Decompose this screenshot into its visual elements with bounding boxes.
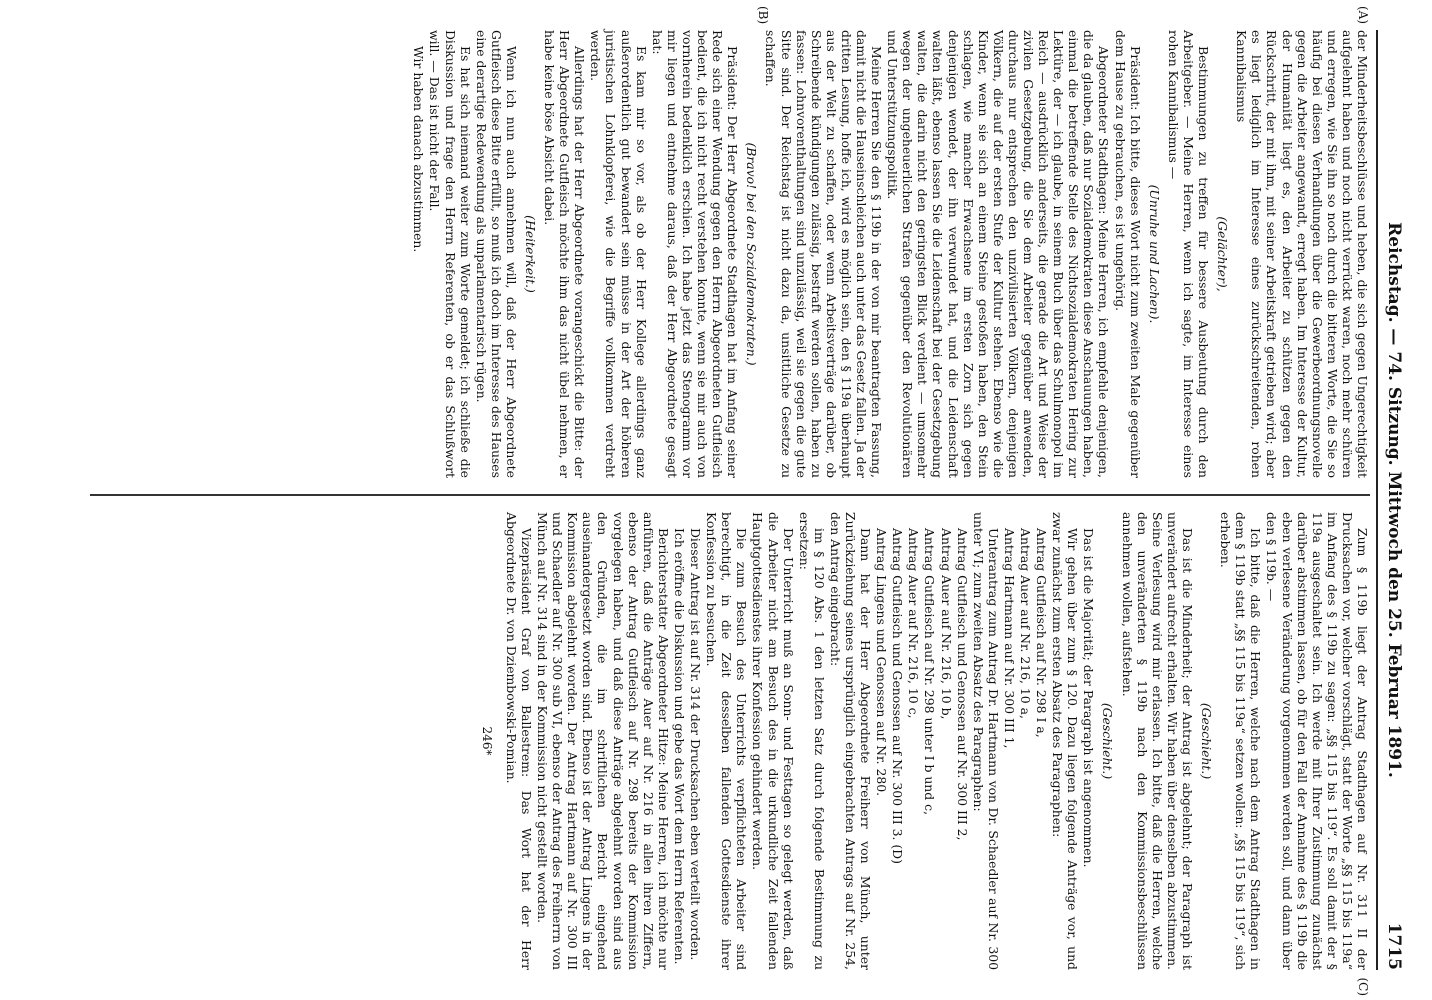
interjection: (Heiterkeit.) — [523, 215, 539, 293]
paragraph: Wir gehen über zum § 120. Dazu liegen folgende Anträge vor, und zwar zunächst zum ersten Absatz des Paragraphen: — [1050, 512, 1081, 970]
margin-marker-a: (A) — [1356, 6, 1370, 25]
motion-item: Antrag Gutfleisch auf Nr. 298 I a, — [1034, 528, 1050, 738]
paragraph: der Minderheitsbeschlüsse und heben, die sich gegen Ungerechtigkeit aufgelehnt haben und noch nicht verrückt waren, noch mehr schüren und erregen, wie Sie ihn so noch durch die bitteren Worte, die Sie so häufig bei diesen Verhandlungen über die Gewerbeordnungsnovelle gegen die Arbeiter angewandt, erregt haben. Im Interesse der Kultur, der Humanität liegt es, den Arbeiter zu schützen gegen den Rückschritt, der mit ihm, mit seiner Arbeitskraft getrieben wird; aber es liegt lediglich im Interesse eines zurückschreitenden, rohen Kannibalismus — [1234, 30, 1370, 478]
paragraph: Das ist die Minderheit; der Antrag ist abgelehnt; der Paragraph ist unverändert aufrecht erhalten. Wir haben über denselben abzustimmen. Seine Verlesung wird mir erlassen. Ich bitte, daß die Herren, welche den unveränderten § 119b nach den Kommissionsbeschlüssen annehmen wollen, aufstehen. — [1119, 512, 1195, 970]
quotation: Der Unterricht muß an Sonn- und Festtagen so gelegt werden, daß die Arbeiter nicht am Besuch des in die urkundliche Zeit fallenden Hauptgottesdienstes ihrer Konfession gehindert werden. — [750, 512, 796, 970]
interjection: (Geschieht.) — [1199, 702, 1215, 780]
paragraph: Ich eröffne die Diskussion und gebe das Wort dem Herrn Referenten. — [671, 528, 687, 965]
quotation: Die zum Besuch des Unterrichts verpflichteten Arbeiter sind berechtigt, in die Zeit desselben fallenden Gottesdienste ihrer Konfession zu besuchen. — [704, 512, 750, 970]
page-number: 1715 — [1384, 922, 1404, 970]
motion-item: Antrag Gutfleisch und Genossen auf Nr. 300 III 2, — [954, 528, 970, 841]
paragraph: Dieser Antrag ist auf Nr. 314 der Drucksachen eben verteilt worden. — [688, 528, 704, 961]
motion-item: Antrag Auer auf Nr. 216, 10 a, — [1018, 528, 1034, 719]
paragraph-president: Präsident: Ich bitte, dieses Wort nicht zum zweiten Male gegenüber dem Hause zu gebrauchen, es ist ungehörig. — [1112, 30, 1143, 478]
quotation: Es kam mir so vor, als ob der Herr Kollege allerdings ganz außerordentlich gut bewandert sein müsse in der Art der höheren juristischen Lohnklopferei, wie die Begriffe vollkommen verdreht werden. — [588, 30, 649, 478]
motion-item: Antrag Gutfleisch auf Nr. 298 unter I b und c, — [922, 528, 938, 816]
margin-marker-c: (C) — [1356, 977, 1370, 996]
interjection: (Geschieht.) — [1100, 702, 1116, 780]
motion-item: Unterantrag zum Antrag Dr. Hartmann von Dr. Schaedler auf Nr. 300 unter VI; zum zweiten Absatz des Paragraphen: — [970, 512, 1001, 970]
paragraph: Ich bitte, daß die Herren, welche nach dem Antrag Stadthagen in dem § 119b statt „§§ 115 bis 119a“ setzen wollen: „§§ 115 bis 119“, sich erheben. — [1218, 512, 1264, 970]
paragraph-president: Präsident: Der Herr Abgeordnete Stadthagen hat im Anfang seiner Rede sich einer Wendung gegen den Herrn Abgeordneten Gutfleisch bedient, die ich nicht recht verstehen konnte, wenn sie mir auch von vornherein bedenklich erschien. Ich habe jetzt das Stenogramm vor mir liegen und entnehme daraus, daß der Herr Abgeordnete gesagt hat: — [649, 30, 741, 478]
paragraph: Allerdings hat der Herr Abgeordnete vorangeschickt die Bitte: der Herr Abgeordnete Gutfleisch möchte ihm das nicht übel nehmen, er habe keine böse Absicht dabei. — [542, 30, 588, 478]
paragraph: Wenn ich nun auch annehmen will, daß der Herr Abgeordnete Gutfleisch diese Bitte erfüllt, so muß ich doch im Interesse des Hauses eine derartige Redewendung als unparlamentarisch rügen. — [473, 30, 519, 478]
paragraph: Das ist die Majorität; der Paragraph ist angenommen. — [1081, 528, 1097, 868]
quotation: im § 120 Abs. 1 den letzten Satz durch folgende Bestimmung zu ersetzen: — [796, 512, 827, 970]
paragraph-speaker: Vizepräsident Graf von Ballestrem: Das Wort hat der Herr Abgeordnete Dr. von Dziembowski-Pomian. — [503, 512, 535, 970]
paragraph-speaker: Berichterstatter Abgeordneter Hitze: Meine Herren, ich möchte nur anführen, daß die Anträge Auer auf Nr. 216 in allen ihren Ziffern, ebenso der Antrag Gutfleisch auf Nr. 298 bereits der Kommission vorgelegen haben, und daß diese Anträge abgelehnt worden sind aus den Gründen, die im schriftlichen Bericht eingehend auseinandergesetzt worden sind. Ebenso ist der Antrag Lingens in der Kommission abgelehnt worden. Der Antrag Hartmann auf Nr. 300 III und Schaedler auf Nr. 300 sub VI, ebenso der Antrag des Freiherrn von Münch auf Nr. 314 sind in der Kommission nicht gestellt worden. — [535, 512, 671, 970]
page-header-title: Reichstag. — 74. Sitzung. Mittwoch den 25. Februar 1891. — [1384, 222, 1404, 778]
motion-item: Antrag Lingens und Genossen auf Nr. 280. — [874, 528, 890, 797]
interjection: (Bravo! bei den Sozialdemokraten.) — [744, 142, 760, 366]
page-header — [1376, 30, 1408, 970]
paragraph: Dann hat der Herr Abgeordnete Freiherr von Münch, unter Zurückziehung seines ursprünglich eingebrachten Antrags auf Nr. 254, den Antrag eingebracht: — [827, 512, 874, 970]
paragraph: Meine Herren Sie den § 119b in der von mir beantragten Fassung, damit nicht die Hauseinschleichen auch unter das Gesetz fallen. Ja der dritten Lesung, hoffe ich, wird es möglich sein, den § 119a überhaupt aus der Welt zu schaffen, oder wenn Arbeitsverträge darüber, ob Schreibende kündigungen zulässig, bestraft werden sollen, haben zu fassen: Lohnvorenthaltungen sind unzulässig, weil sie gegen die gute Sitte sind. Der Reichstag ist nicht dazu da, unsittliche Gesetze zu schaffen. — [763, 30, 885, 478]
motion-item: Antrag Gutfleisch und Genossen auf Nr. 300 III 3. (D) — [890, 528, 906, 864]
interjection: (Unruhe und Lachen). — [1146, 184, 1162, 324]
column-divider — [90, 494, 1370, 496]
paragraph: Zum § 119b liegt der Antrag Stadthagen auf Nr. 311 II der Drucksachen vor, welcher vorschlägt, statt der Worte „§§ 115 bis 119a“ im Anfang des § 119b zu sagen: „§§ 115 bis 119“. Es soll damit der § 119a ausgeschaltet sein. Ich werde mit Ihrer Zustimmung zunächst darüber abstimmen lassen, ob für den Fall der Annahme des § 119b die eben verlesene Veränderung vorgenommen werden soll, und dann über den § 119b. — — [1264, 512, 1370, 970]
motion-item: Antrag Hartmann auf Nr. 300 III 1, — [1001, 528, 1017, 749]
paragraph: Wir haben danach abzustimmen. — [411, 46, 427, 253]
motion-item: Antrag Auer auf Nr. 216, 10 b, — [938, 528, 954, 720]
motion-item: Antrag Auer auf Nr. 216, 10 c, — [906, 528, 922, 719]
margin-marker-b: (B) — [756, 6, 770, 25]
paragraph: Es hat sich niemand weiter zum Worte gemeldet; ich schließe die Diskussion und frage den Herrn Referenten, ob er das Schlußwort will. — Das ist nicht der Fall. — [427, 30, 473, 478]
paragraph-speaker: Abgeordneter Stadthagen: Meine Herren, ich empfehle denjenigen, die da glauben, daß nur Sozialdemokraten diese Anschauungen haben, einmal die betreffende Stelle des Nichtsozialdemokraten Hering zur Lektüre, der — ich glaube, in seinem Buch über das Schulmonopol im Reich — ausdrücklich anderseits, die gerade die Art und Weise der zivilen Gesetzgebung, die Sie dem Arbeiter gegenüber anwenden, durchaus nur entsprechen den unzivilisierten Völkern, denjenigen Völkern, die auf der ersten Stufe der Kultur stehen. Ebenso wie die Kinder, wenn sie sich an einem Steine gestoßen haben, den Stein schlagen, wie mancher Erwachsene im ersten Zorn sich gegen denjenigen wendet, der ihn verwundet hat, und die Leidenschaft walten läßt, ebenso lassen Sie die Leidenschaft bei der Gesetzgebung walten, die darin nicht den geringsten Blick verdient — umsomehr wegen der ungeheuerlichen Strafen gegenüber den Revolutionären und Unterstützungspolitik. — [885, 30, 1112, 478]
signature-mark: 246* — [479, 726, 494, 756]
right-column — [90, 512, 1370, 996]
paragraph: Bestimmungen zu treffen für bessere Ausbeutung durch den Arbeitgeber. — Meine Herren, wenn ich sagte, im Interesse eines rohen Kannibalismus — — [1165, 30, 1212, 478]
left-column — [90, 6, 1370, 478]
interjection: (Gelächter), — [1215, 216, 1231, 292]
